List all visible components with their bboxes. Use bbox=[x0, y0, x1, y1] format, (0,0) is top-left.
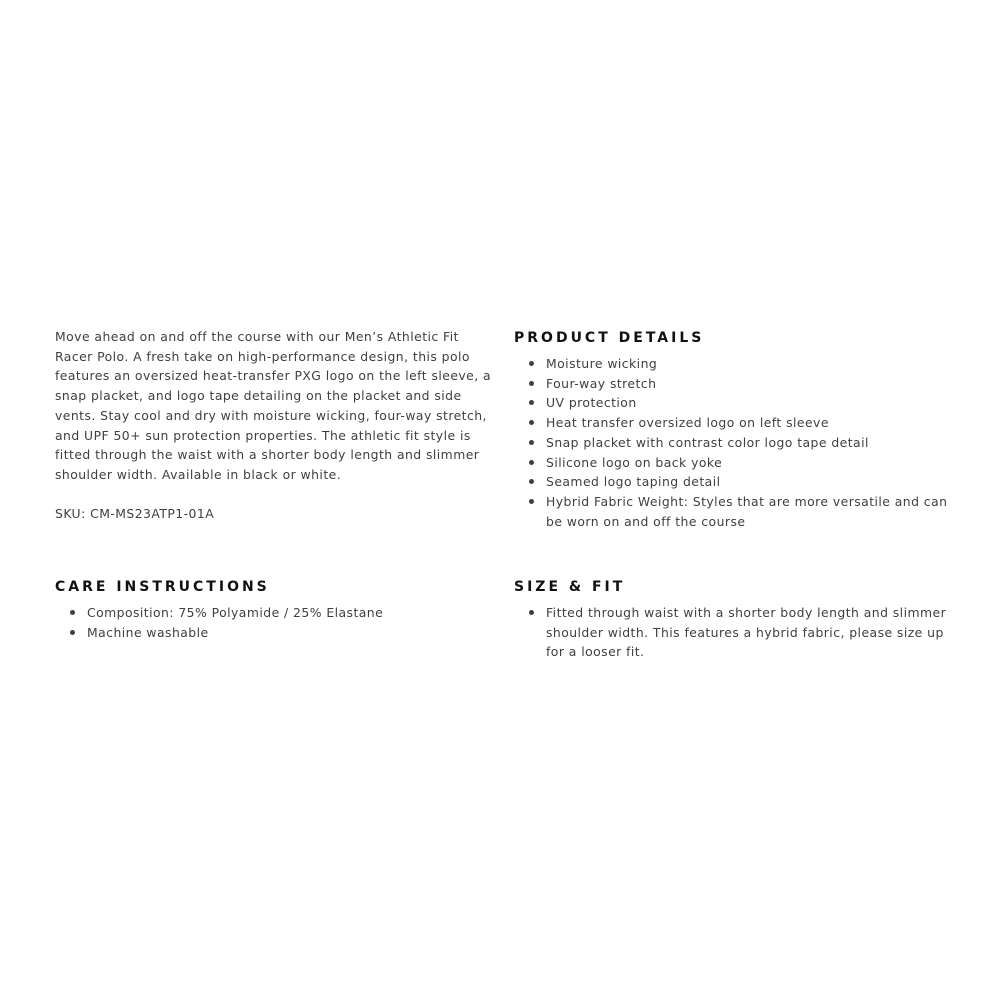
size-fit-list bbox=[514, 603, 954, 662]
product-details-list bbox=[514, 354, 954, 531]
bullet-icon bbox=[529, 420, 534, 425]
care-instructions-list bbox=[55, 603, 495, 642]
bullet-icon bbox=[529, 400, 534, 405]
product-details-heading: PRODUCT DETAILS bbox=[514, 330, 705, 346]
list-item-text: UV protection bbox=[546, 395, 637, 411]
bullet-icon bbox=[70, 610, 75, 615]
list-item bbox=[514, 472, 954, 492]
list-item-text: Fitted through waist with a shorter body length and slimmer shoulder width. This features a hybrid fabric, please size up for a looser fit. bbox=[546, 605, 947, 660]
list-item bbox=[514, 393, 954, 413]
size-fit-section bbox=[514, 577, 954, 662]
bullet-icon bbox=[529, 460, 534, 465]
list-item bbox=[514, 492, 954, 531]
list-item-text: Heat transfer oversized logo on left sleeve bbox=[546, 415, 829, 431]
bullet-icon bbox=[529, 610, 534, 615]
list-item bbox=[514, 453, 954, 473]
care-instructions-section bbox=[55, 577, 495, 642]
list-item bbox=[514, 413, 954, 433]
list-item-text: Silicone logo on back yoke bbox=[546, 454, 723, 470]
bullet-icon bbox=[529, 381, 534, 386]
list-item bbox=[514, 433, 954, 453]
list-item-text: Four-way stretch bbox=[546, 375, 657, 391]
list-item-text: Hybrid Fabric Weight: Styles that are more versatile and can be worn on and off the course bbox=[546, 493, 948, 529]
bullet-icon bbox=[529, 440, 534, 445]
list-item-text: Composition: 75% Polyamide / 25% Elastane bbox=[87, 605, 384, 620]
product-sku: SKU: CM-MS23ATP1-01A bbox=[55, 506, 215, 521]
product-details-section bbox=[514, 328, 954, 531]
bullet-icon bbox=[529, 479, 534, 484]
bullet-icon bbox=[70, 630, 75, 635]
list-item-text: Machine washable bbox=[87, 624, 209, 640]
list-item bbox=[514, 603, 954, 662]
list-item bbox=[514, 374, 954, 394]
product-description: Move ahead on and off the course with our Men’s Athletic Fit Racer Polo. A fresh take on high-performance design, this polo features an oversized heat-transfer PXG logo on the left sleeve, a snap placket, and logo tape detailing on the placket and side vents. Stay cool and dry with moisture wicking, four-way stretch, and UPF 50+ sun protection properties. The athletic fit style is fitted through the waist with a shorter body length and slimmer shoulder width. Available in black or white. bbox=[55, 329, 492, 482]
list-item-text: Snap placket with contrast color logo tape detail bbox=[546, 434, 869, 450]
bullet-icon bbox=[529, 361, 534, 366]
bullet-icon bbox=[529, 499, 534, 504]
list-item bbox=[55, 623, 495, 643]
list-item-text: Moisture wicking bbox=[546, 356, 658, 371]
size-fit-heading: SIZE & FIT bbox=[514, 579, 626, 595]
list-item bbox=[55, 603, 495, 623]
care-instructions-heading: CARE INSTRUCTIONS bbox=[55, 579, 270, 595]
list-item-text: Seamed logo taping detail bbox=[546, 474, 721, 490]
list-item bbox=[514, 354, 954, 374]
